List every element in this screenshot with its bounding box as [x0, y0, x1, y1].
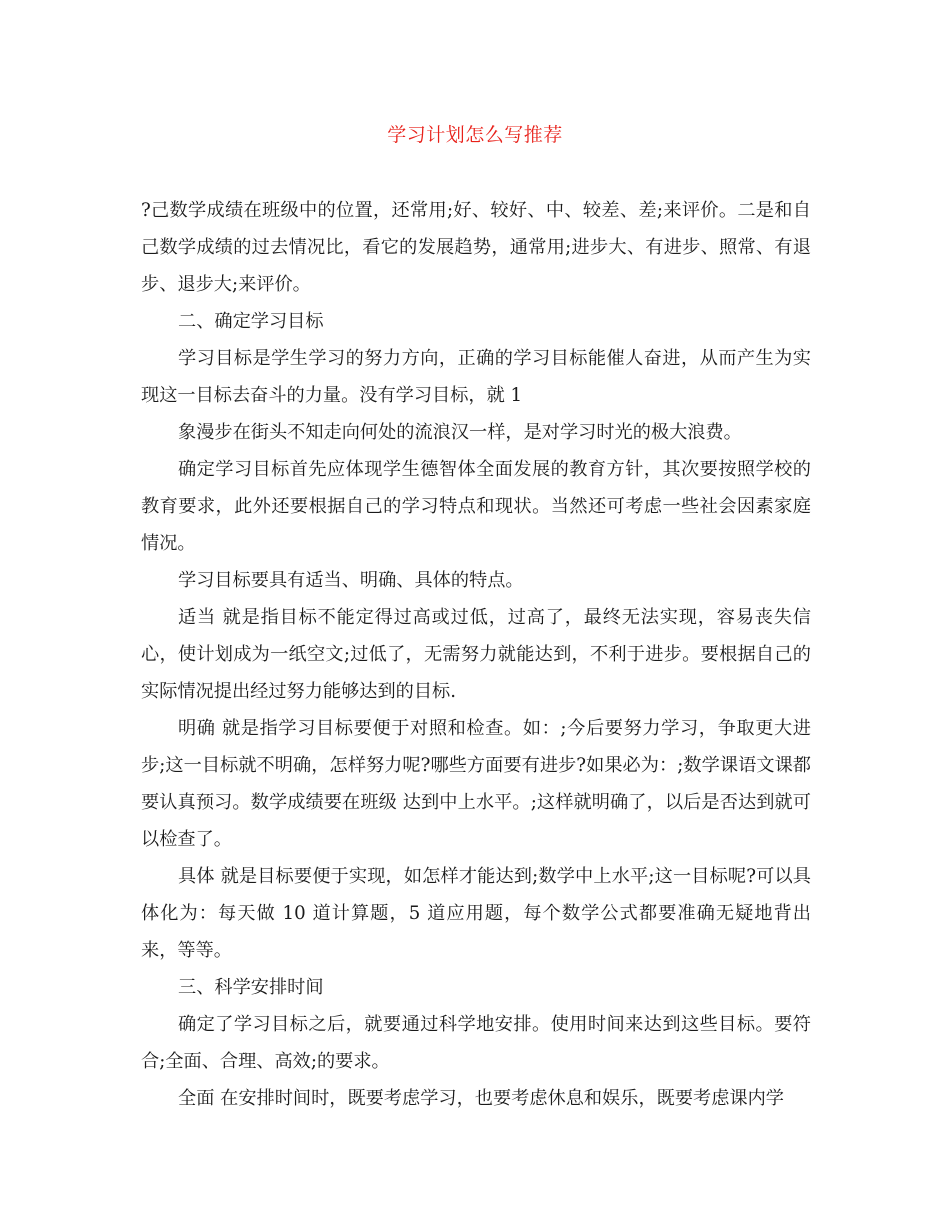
document-body — [141, 192, 811, 1117]
paragraph-5: 确定学习目标首先应体现学生德智体全面发展的教育方针，其次要按照学校的教育要求，此外还要根据自己的学习特点和现状。当然还可考虑一些社会因素家庭情况。 — [141, 459, 811, 554]
paragraph-3: 学习目标是学生学习的努力方向，正确的学习目标能催人奋进，从而产生为实现这一目标去奋斗的力量。没有学习目标，就 1 — [141, 348, 811, 406]
paragraph-9: 具体 就是目标要便于实现，如怎样才能达到;数学中上水平;这一目标呢?可以具体化为：每天做 10 道计算题，5 道应用题，每个数学公式都要准确无疑地背出来，等等。 — [141, 866, 811, 961]
paragraph-4: 象漫步在街头不知走向何处的流浪汉一样，是对学习时光的极大浪费。 — [178, 422, 742, 443]
paragraph-11: 确定了学习目标之后，就要通过科学地安排。使用时间来达到这些目标。要符合;全面、合理、高效;的要求。 — [141, 1014, 811, 1072]
paragraph-8: 明确 就是指学习目标要便于对照和检查。如：;今后要努力学习，争取更大进步;这一目标就不明确，怎样努力呢?哪些方面要有进步?如果必为：;数学课语文课都要认真预习。数学成绩要在班级 达到中上水平。;这样就明确了，以后是否达到就可以检查了。 — [141, 718, 811, 850]
document-title: 学习计划怎么写推荐 — [387, 124, 563, 146]
paragraph-12: 全面 在安排时间时，既要考虑学习，也要考虑休息和娱乐，既要考虑课内学 — [178, 1088, 784, 1109]
paragraph-1: ?己数学成绩在班级中的位置，还常用;好、较好、中、较差、差;来评价。二是和自己数学成绩的过去情况比，看它的发展趋势，通常用;进步大、有进步、照常、有退步、退步大;来评价。 — [141, 200, 811, 295]
paragraph-6: 学习目标要具有适当、明确、具体的特点。 — [178, 570, 524, 591]
section-heading-2: 二、确定学习目标 — [178, 311, 324, 332]
paragraph-7: 适当 就是指目标不能定得过高或过低，过高了，最终无法实现，容易丧失信心，使计划成为一纸空文;过低了，无需努力就能达到，不利于进步。要根据自己的实际情况提出经过努力能够达到的目标. — [141, 607, 811, 702]
section-heading-3: 三、科学安排时间 — [178, 977, 324, 998]
